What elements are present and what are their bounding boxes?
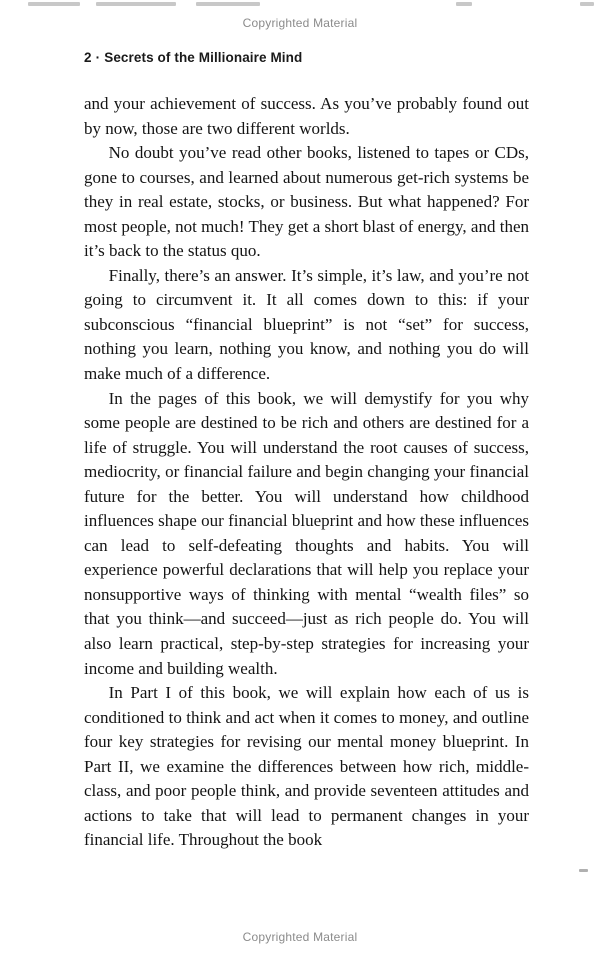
header-separator: · xyxy=(95,50,101,65)
body-paragraph: In Part I of this book, we will explain how each of us is conditioned to think and act when it comes to money, and outline four key strategies for revising our mental money blueprint. In Part II, we examine the differences between how rich, middle-class, and poor people think, and provide seventeen attitudes and actions to take that will lead to permanent changes in your financial life. Throughout the book xyxy=(84,683,529,850)
scan-artifact xyxy=(28,2,80,6)
scan-artifact xyxy=(196,2,260,6)
scan-artifact xyxy=(456,2,472,6)
scan-artifact xyxy=(579,869,588,872)
body-paragraph: Finally, there’s an answer. It’s simple, it’s law, and you’re not going to circumvent it. It all comes down to this: if your subconscious “financial blueprint” is not “set” for success, nothing you learn, nothing you know, and nothing you do will make much of a difference. xyxy=(84,265,529,384)
book-title: Secrets of the Millionaire Mind xyxy=(104,50,303,65)
copyright-watermark-bottom: Copyrighted Material xyxy=(242,930,358,944)
scan-artifact xyxy=(96,2,176,6)
page-number: 2 xyxy=(84,50,92,65)
copyright-watermark-top: Copyrighted Material xyxy=(242,16,358,30)
body-paragraph: and your achievement of success. As you’ve probably found out by now, those are two different worlds. xyxy=(84,94,529,138)
running-head xyxy=(84,50,302,65)
body-paragraph: No doubt you’ve read other books, listened to tapes or CDs, gone to courses, and learned about numerous get-rich systems be they in real estate, stocks, or business. But what happened? For most people, not much! They get a short blast of energy, and then it’s back to the status quo. xyxy=(84,143,529,261)
scan-artifact xyxy=(580,2,594,6)
body-paragraph: In the pages of this book, we will demystify for you why some people are destined to be rich and others are destined for a life of struggle. You will understand the root causes of success, mediocrity, or financial failure and begin changing your financial future for the better. You will understand how childhood influences shape our financial blueprint and how these influences can lead to self-defeating thoughts and habits. You will experience powerful declarations that will help you replace your nonsupportive ways of thinking with mental “wealth files” so that you think—and succeed—just as rich people do. You will also learn practical, step-by-step strategies for increasing your income and building wealth. xyxy=(84,388,529,678)
body-text-column xyxy=(84,92,529,853)
